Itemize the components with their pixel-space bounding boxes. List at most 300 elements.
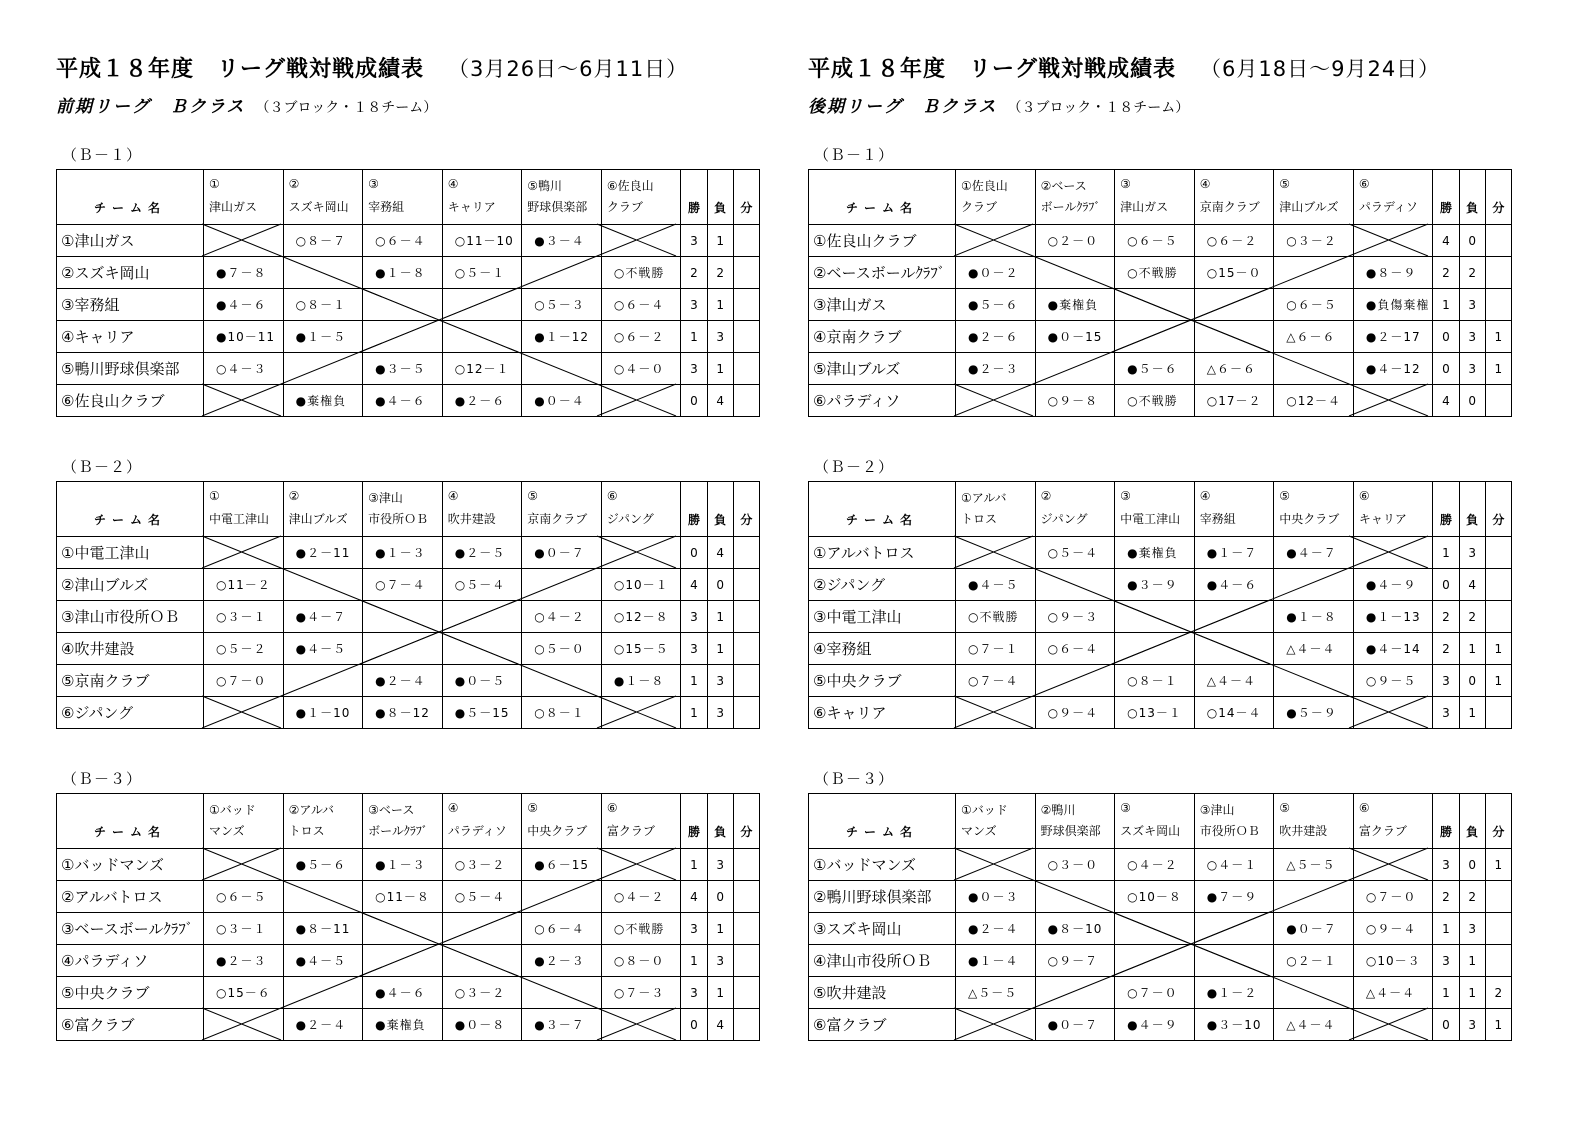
wins-count: 0 xyxy=(1433,321,1459,353)
opponent-line-1: ③津山 xyxy=(1199,803,1235,817)
sheet-title-text: 平成１８年度 リーグ戦対戦成績表 xyxy=(56,57,425,82)
match-result: ○５－２ xyxy=(204,633,284,665)
wins-count: 0 xyxy=(681,537,707,569)
opponent-line-1: ①バッド xyxy=(961,803,1008,817)
team-name: ②ベースボールｸﾗﾌﾞ xyxy=(809,257,956,289)
draws-count: 1 xyxy=(1485,1009,1511,1041)
match-result: △５－５ xyxy=(1274,849,1354,881)
header-draws: 分 xyxy=(1485,794,1511,849)
draws-count: 1 xyxy=(1485,665,1511,697)
match-result: ○12－８ xyxy=(601,601,681,633)
match-result: ○７－０ xyxy=(1115,977,1195,1009)
match-result: ●４－５ xyxy=(283,633,363,665)
opponent-line-1: ②ベース xyxy=(1040,179,1087,193)
second-half-page xyxy=(808,0,1528,1123)
match-result: ○３－２ xyxy=(1274,225,1354,257)
match-result: ●４－５ xyxy=(283,945,363,977)
match-result: ●２－４ xyxy=(283,1009,363,1041)
match-result: △４－４ xyxy=(1353,977,1433,1009)
match-result: ○４－１ xyxy=(1194,849,1274,881)
block-label: （Ｂ－２） xyxy=(62,458,143,476)
match-result: ●２－17 xyxy=(1353,321,1433,353)
match-result: ●２－３ xyxy=(204,945,284,977)
losses-count: 1 xyxy=(1459,977,1485,1009)
team-name: ⑥富クラブ xyxy=(57,1009,204,1041)
losses-count: 3 xyxy=(1459,321,1485,353)
team-name: ①アルバトロス xyxy=(809,537,956,569)
match-result: ●棄権負 xyxy=(283,385,363,417)
match-result: ●２－４ xyxy=(956,913,1036,945)
match-result: ○９－８ xyxy=(1035,385,1115,417)
match-result: ○４－２ xyxy=(601,881,681,913)
match-result: ●０－４ xyxy=(522,385,602,417)
wins-count: 3 xyxy=(681,913,707,945)
match-result: ○９－７ xyxy=(1035,945,1115,977)
team-name: ⑤吹井建設 xyxy=(809,977,956,1009)
team-name: ⑤中央クラブ xyxy=(57,977,204,1009)
opponent-line-2: ボールｸﾗﾌﾞ xyxy=(1040,200,1101,214)
match-result: ○不戦勝 xyxy=(601,913,681,945)
wins-count: 3 xyxy=(681,977,707,1009)
match-result: ○３－０ xyxy=(1035,849,1115,881)
diagonal-lines xyxy=(56,481,760,728)
match-result: ●１－８ xyxy=(601,665,681,697)
header-losses: 負 xyxy=(707,794,733,849)
team-name: ④吹井建設 xyxy=(57,633,204,665)
match-result: ●１－３ xyxy=(363,537,443,569)
match-result: ○15－０ xyxy=(1194,257,1274,289)
team-name: ①佐良山クラブ xyxy=(809,225,956,257)
wins-count: 1 xyxy=(1433,289,1459,321)
match-result: ○10－１ xyxy=(601,569,681,601)
match-result: △６－６ xyxy=(1274,321,1354,353)
losses-count: 3 xyxy=(1459,537,1485,569)
match-result: ●１－８ xyxy=(363,257,443,289)
wins-count: 3 xyxy=(1433,665,1459,697)
draws-count: 1 xyxy=(1485,849,1511,881)
header-wins: 勝 xyxy=(681,794,707,849)
match-result: ●０－７ xyxy=(1035,1009,1115,1041)
league-subtitle xyxy=(808,92,1189,117)
match-result: ●０－３ xyxy=(956,881,1036,913)
match-result: ●１－３ xyxy=(363,849,443,881)
losses-count: 0 xyxy=(707,881,733,913)
losses-count: 3 xyxy=(1459,289,1485,321)
match-result: △４－４ xyxy=(1274,633,1354,665)
opponent-line-2: 吹井建設 xyxy=(447,512,496,526)
losses-count: 0 xyxy=(1459,385,1485,417)
opponent-line-2: 野球倶楽部 xyxy=(1040,824,1101,838)
losses-count: 3 xyxy=(1459,353,1485,385)
match-result: ●１－４ xyxy=(956,945,1036,977)
match-result: ●４－６ xyxy=(363,385,443,417)
losses-count: 1 xyxy=(707,913,733,945)
match-result: ●０－７ xyxy=(1274,913,1354,945)
match-result: ●５－15 xyxy=(442,697,522,729)
header-team-name: チーム名 xyxy=(57,170,204,225)
match-result: ●０－２ xyxy=(956,257,1036,289)
losses-count: 1 xyxy=(707,289,733,321)
opponent-line-1: ①佐良山 xyxy=(961,179,1008,193)
match-result: ●２－５ xyxy=(442,537,522,569)
opponent-line-1: ⑥ xyxy=(1358,489,1370,503)
header-wins: 勝 xyxy=(1433,482,1459,537)
team-name: ④キャリア xyxy=(57,321,204,353)
match-result: ○４－３ xyxy=(204,353,284,385)
match-result: ●２－６ xyxy=(442,385,522,417)
match-result: ●７－９ xyxy=(1194,881,1274,913)
match-result: ●１－10 xyxy=(283,697,363,729)
wins-count: 3 xyxy=(681,601,707,633)
match-result: ●１－５ xyxy=(283,321,363,353)
losses-count: 0 xyxy=(1459,665,1485,697)
match-result: ○４－２ xyxy=(1115,849,1195,881)
match-result: ●４－６ xyxy=(1194,569,1274,601)
sheet-title-text: 平成１８年度 リーグ戦対戦成績表 xyxy=(808,57,1177,82)
match-result: ○６－４ xyxy=(1035,633,1115,665)
wins-count: 0 xyxy=(681,385,707,417)
opponent-line-2: 中電工津山 xyxy=(209,512,270,526)
opponent-line-1: ①バッド xyxy=(209,803,256,817)
match-result: ○６－５ xyxy=(1115,225,1195,257)
match-result: ○６－２ xyxy=(1194,225,1274,257)
team-name: ⑥ジパング xyxy=(57,697,204,729)
match-result: ●４－14 xyxy=(1353,633,1433,665)
opponent-line-2: 中央クラブ xyxy=(527,824,588,838)
losses-count: 2 xyxy=(1459,881,1485,913)
match-result: ○10－３ xyxy=(1353,945,1433,977)
wins-count: 1 xyxy=(681,697,707,729)
match-result: ○２－１ xyxy=(1274,945,1354,977)
match-result: ○４－２ xyxy=(522,601,602,633)
losses-count: 3 xyxy=(707,665,733,697)
opponent-line-1: ⑥ xyxy=(606,801,618,815)
match-result: ●１－13 xyxy=(1353,601,1433,633)
header-wins: 勝 xyxy=(1433,794,1459,849)
header-draws: 分 xyxy=(733,170,759,225)
match-result: ○５－４ xyxy=(442,569,522,601)
match-result: ○15－５ xyxy=(601,633,681,665)
match-result: ○６－５ xyxy=(204,881,284,913)
match-result: ●１－７ xyxy=(1194,537,1274,569)
wins-count: 1 xyxy=(681,665,707,697)
losses-count: 1 xyxy=(1459,697,1485,729)
wins-count: 2 xyxy=(1433,257,1459,289)
opponent-line-1: ② xyxy=(1040,489,1052,503)
wins-count: 2 xyxy=(681,257,707,289)
opponent-line-2: トロス xyxy=(288,824,325,838)
match-result: ○３－１ xyxy=(204,913,284,945)
match-result: ●０－８ xyxy=(442,1009,522,1041)
opponent-line-1: ③津山 xyxy=(368,491,403,505)
opponent-line-2: トロス xyxy=(961,512,998,526)
header-team-name: チーム名 xyxy=(809,170,956,225)
match-result: ○不戦勝 xyxy=(1115,257,1195,289)
opponent-line-1: ④ xyxy=(447,801,459,815)
team-name: ⑤鴨川野球倶楽部 xyxy=(57,353,204,385)
match-result: ●０－５ xyxy=(442,665,522,697)
match-result: ●負傷棄権 xyxy=(1353,289,1433,321)
opponent-line-2: ジパング xyxy=(1040,512,1088,526)
opponent-line-2: 市役所ＯＢ xyxy=(1199,824,1260,838)
match-result: ●２－11 xyxy=(283,537,363,569)
match-result: ○７－４ xyxy=(363,569,443,601)
opponent-line-1: ④ xyxy=(1199,489,1211,503)
match-result: ○２－０ xyxy=(1035,225,1115,257)
opponent-line-1: ⑤ xyxy=(527,489,539,503)
match-result: ●３－７ xyxy=(522,1009,602,1041)
diagonal-lines xyxy=(808,481,1512,728)
match-result: ○６－４ xyxy=(601,289,681,321)
wins-count: 0 xyxy=(1433,569,1459,601)
losses-count: 4 xyxy=(707,385,733,417)
header-losses: 負 xyxy=(707,170,733,225)
match-result: ○12－４ xyxy=(1274,385,1354,417)
losses-count: 3 xyxy=(1459,913,1485,945)
match-result: ●４－６ xyxy=(204,289,284,321)
opponent-line-1: ① xyxy=(209,489,220,503)
wins-count: 2 xyxy=(1433,633,1459,665)
opponent-line-2: ジパング xyxy=(606,512,654,526)
wins-count: 3 xyxy=(681,633,707,665)
date-range: （6月18日～9月24日） xyxy=(1200,57,1441,81)
opponent-line-2: 富クラブ xyxy=(1358,824,1407,838)
wins-count: 1 xyxy=(1433,537,1459,569)
match-result: ○５－０ xyxy=(522,633,602,665)
draws-count: 1 xyxy=(1485,633,1511,665)
match-result: ●３－４ xyxy=(522,225,602,257)
opponent-line-2: 京南クラブ xyxy=(1199,200,1260,214)
losses-count: 4 xyxy=(707,1009,733,1041)
league-note: （３ブロック・１８チーム） xyxy=(255,100,438,116)
match-result: ●２－３ xyxy=(956,353,1036,385)
wins-count: 0 xyxy=(1433,1009,1459,1041)
match-result: ○不戦勝 xyxy=(601,257,681,289)
match-result: ○８－１ xyxy=(522,697,602,729)
team-name: ③中電工津山 xyxy=(809,601,956,633)
header-draws: 分 xyxy=(1485,482,1511,537)
date-range: （3月26日～6月11日） xyxy=(448,57,689,81)
opponent-line-1: ③ xyxy=(1120,177,1131,191)
match-result: ○９－３ xyxy=(1035,601,1115,633)
match-result: ●２－３ xyxy=(522,945,602,977)
losses-count: 0 xyxy=(1459,849,1485,881)
match-result: ○９－４ xyxy=(1353,913,1433,945)
match-result: ○６－２ xyxy=(601,321,681,353)
opponent-line-2: クラブ xyxy=(961,200,998,214)
opponent-line-1: ⑥ xyxy=(1358,177,1370,191)
match-result: △５－５ xyxy=(956,977,1036,1009)
match-result: ●３－10 xyxy=(1194,1009,1274,1041)
team-name: ④京南クラブ xyxy=(809,321,956,353)
losses-count: 3 xyxy=(707,321,733,353)
opponent-line-2: 京南クラブ xyxy=(527,512,588,526)
team-name: ⑤中央クラブ xyxy=(809,665,956,697)
losses-count: 2 xyxy=(1459,601,1485,633)
opponent-line-2: スズキ岡山 xyxy=(288,200,349,214)
header-draws: 分 xyxy=(733,794,759,849)
match-result: ●５－６ xyxy=(1115,353,1195,385)
match-result: ○７－４ xyxy=(956,665,1036,697)
header-team-name: チーム名 xyxy=(809,794,956,849)
opponent-line-2: 富クラブ xyxy=(606,824,655,838)
opponent-line-1: ①アルバ xyxy=(961,491,1007,505)
match-result: ○４－０ xyxy=(601,353,681,385)
match-result: ●棄権負 xyxy=(1115,537,1195,569)
header-losses: 負 xyxy=(1459,482,1485,537)
wins-count: 0 xyxy=(1433,353,1459,385)
team-name: ⑥キャリア xyxy=(809,697,956,729)
opponent-line-1: ②鴨川 xyxy=(1040,803,1076,817)
opponent-line-2: パラディソ xyxy=(1358,200,1418,214)
header-team-name: チーム名 xyxy=(809,482,956,537)
opponent-line-2: マンズ xyxy=(209,824,245,838)
match-result: ●７－８ xyxy=(204,257,284,289)
losses-count: 1 xyxy=(707,977,733,1009)
draws-count: 1 xyxy=(1485,321,1511,353)
block-label: （Ｂ－３） xyxy=(62,770,143,788)
match-result: ●０－７ xyxy=(522,537,602,569)
wins-count: 3 xyxy=(1433,697,1459,729)
opponent-line-1: ③ xyxy=(368,177,379,191)
wins-count: 4 xyxy=(681,881,707,913)
match-result: ●８－12 xyxy=(363,697,443,729)
match-result: ○５－４ xyxy=(442,881,522,913)
match-result: ○14－４ xyxy=(1194,697,1274,729)
first-half-page xyxy=(56,0,776,1123)
header-team-name: チーム名 xyxy=(57,482,204,537)
opponent-line-2: 吹井建設 xyxy=(1279,824,1328,838)
league-name: 前期リーグ Ｂクラス xyxy=(56,97,246,117)
team-name: ④パラディソ xyxy=(57,945,204,977)
opponent-line-1: ② xyxy=(288,489,300,503)
losses-count: 1 xyxy=(1459,945,1485,977)
opponent-line-2: 宰務組 xyxy=(1199,512,1236,526)
team-name: ②鴨川野球倶楽部 xyxy=(809,881,956,913)
match-result: ○８－０ xyxy=(601,945,681,977)
match-result: ●４－９ xyxy=(1115,1009,1195,1041)
block-label: （Ｂ－１） xyxy=(814,146,895,164)
match-result: ○７－０ xyxy=(1353,881,1433,913)
losses-count: 3 xyxy=(1459,1009,1485,1041)
match-result: ○６－４ xyxy=(522,913,602,945)
losses-count: 4 xyxy=(1459,569,1485,601)
draws-count: 2 xyxy=(1485,977,1511,1009)
header-team-name: チーム名 xyxy=(57,794,204,849)
match-result: ○７－０ xyxy=(204,665,284,697)
wins-count: 3 xyxy=(681,225,707,257)
wins-count: 4 xyxy=(1433,225,1459,257)
header-wins: 勝 xyxy=(681,170,707,225)
opponent-line-1: ②アルバ xyxy=(288,803,335,817)
opponent-line-2: パラディソ xyxy=(447,824,507,838)
wins-count: 0 xyxy=(681,1009,707,1041)
block-label: （Ｂ－３） xyxy=(814,770,895,788)
losses-count: 1 xyxy=(707,353,733,385)
match-result: ○６－４ xyxy=(363,225,443,257)
team-name: ②ジパング xyxy=(809,569,956,601)
header-wins: 勝 xyxy=(1433,170,1459,225)
match-result: ●３－９ xyxy=(1115,569,1195,601)
opponent-line-2: 中電工津山 xyxy=(1120,512,1181,526)
losses-count: 1 xyxy=(707,601,733,633)
team-name: ③宰務組 xyxy=(57,289,204,321)
match-result: ●１－２ xyxy=(1194,977,1274,1009)
match-result: ●４－７ xyxy=(283,601,363,633)
sheet-title xyxy=(56,52,688,83)
opponent-line-1: ② xyxy=(288,177,300,191)
opponent-line-1: ④ xyxy=(447,177,459,191)
wins-count: 1 xyxy=(681,321,707,353)
team-name: ①バッドマンズ xyxy=(809,849,956,881)
match-result: ●８－10 xyxy=(1035,913,1115,945)
opponent-line-2: キャリア xyxy=(447,200,496,214)
opponent-line-2: 中央クラブ xyxy=(1279,512,1340,526)
losses-count: 1 xyxy=(707,633,733,665)
match-result: ●４－６ xyxy=(363,977,443,1009)
match-result: ●４－５ xyxy=(956,569,1036,601)
match-result: ●３－５ xyxy=(363,353,443,385)
losses-count: 0 xyxy=(707,569,733,601)
match-result: ●０－15 xyxy=(1035,321,1115,353)
match-result: ○７－３ xyxy=(601,977,681,1009)
match-result: ●４－７ xyxy=(1274,537,1354,569)
header-losses: 負 xyxy=(707,482,733,537)
opponent-line-2: 野球倶楽部 xyxy=(527,200,588,214)
losses-count: 2 xyxy=(1459,257,1485,289)
match-result: ●５－６ xyxy=(283,849,363,881)
team-name: ③ベースボールｸﾗﾌﾞ xyxy=(57,913,204,945)
opponent-line-2: 津山ブルズ xyxy=(288,512,348,526)
match-result: ○９－５ xyxy=(1353,665,1433,697)
match-result: ○８－１ xyxy=(283,289,363,321)
match-result: ○13－１ xyxy=(1115,697,1195,729)
wins-count: 1 xyxy=(1433,913,1459,945)
league-subtitle xyxy=(56,92,437,117)
match-result: ●棄権負 xyxy=(1035,289,1115,321)
wins-count: 1 xyxy=(681,849,707,881)
match-result: ●１－８ xyxy=(1274,601,1354,633)
wins-count: 3 xyxy=(1433,849,1459,881)
team-name: ②アルバトロス xyxy=(57,881,204,913)
header-losses: 負 xyxy=(1459,794,1485,849)
opponent-line-1: ③ xyxy=(1120,801,1131,815)
opponent-line-1: ⑤ xyxy=(527,801,539,815)
match-result: ○３－２ xyxy=(442,977,522,1009)
team-name: ④宰務組 xyxy=(809,633,956,665)
header-draws: 分 xyxy=(1485,170,1511,225)
opponent-line-2: 津山ガス xyxy=(209,200,258,214)
match-result: ●８－11 xyxy=(283,913,363,945)
match-result: ○12－１ xyxy=(442,353,522,385)
match-result: ○不戦勝 xyxy=(1115,385,1195,417)
wins-count: 2 xyxy=(1433,881,1459,913)
team-name: ⑥富クラブ xyxy=(809,1009,956,1041)
opponent-line-2: 津山ガス xyxy=(1120,200,1169,214)
match-result: ●２－４ xyxy=(363,665,443,697)
opponent-line-2: ボールｸﾗﾌﾞ xyxy=(368,824,428,838)
block-label: （Ｂ－１） xyxy=(62,146,143,164)
match-result: ○７－１ xyxy=(956,633,1036,665)
match-result: ○11－２ xyxy=(204,569,284,601)
team-name: ①バッドマンズ xyxy=(57,849,204,881)
match-result: ●２－６ xyxy=(956,321,1036,353)
match-result: ○３－１ xyxy=(204,601,284,633)
losses-count: 3 xyxy=(707,945,733,977)
team-name: ⑥パラディソ xyxy=(809,385,956,417)
losses-count: 2 xyxy=(707,257,733,289)
opponent-line-1: ⑥佐良山 xyxy=(606,179,654,193)
